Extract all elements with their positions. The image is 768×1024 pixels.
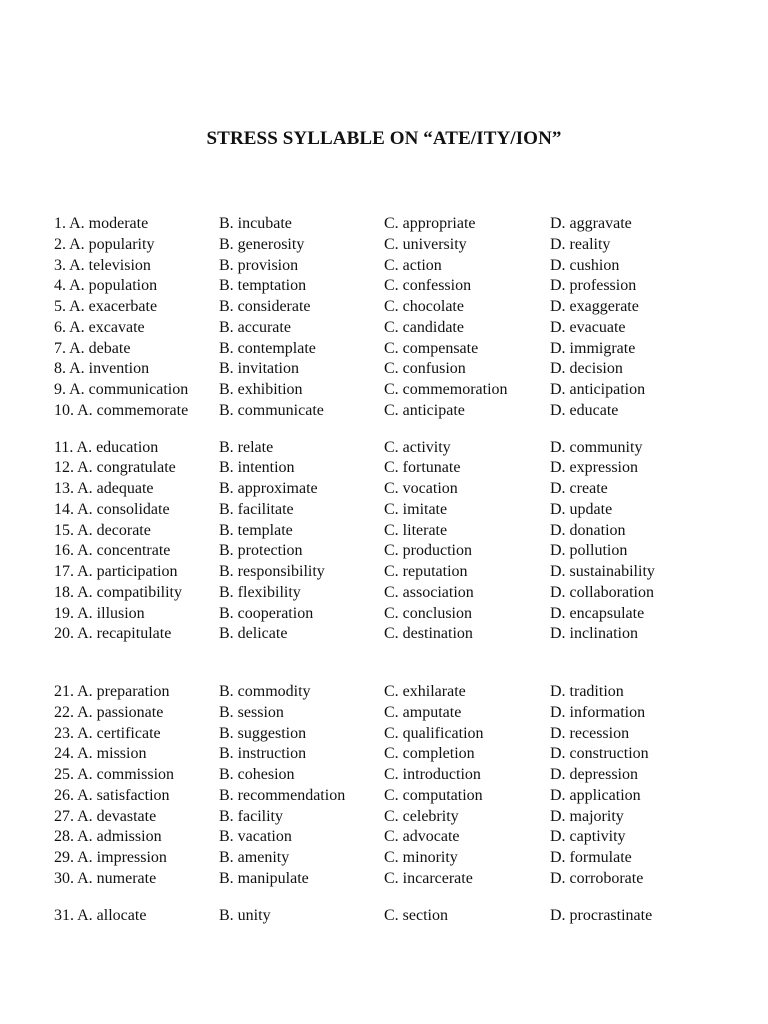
- option-c: C. conclusion: [384, 604, 472, 622]
- question-row: [54, 479, 754, 500]
- option-b: B. flexibility: [219, 583, 301, 601]
- option-c: C. vocation: [384, 480, 458, 497]
- option-d: D. exaggerate: [550, 298, 639, 315]
- option-a: 15. A. decorate: [54, 521, 151, 539]
- question-row: [54, 521, 754, 542]
- option-b: B. invitation: [219, 360, 299, 378]
- question-row: [54, 438, 754, 459]
- page-title: STRESS SYLLABLE ON “ATE/ITY/ION”: [206, 128, 562, 149]
- option-d: D. pollution: [550, 542, 628, 560]
- option-b: B. vacation: [219, 828, 292, 846]
- option-a: 23. A. certificate: [54, 724, 161, 742]
- option-b: B. cohesion: [219, 766, 295, 783]
- option-b: B. generosity: [219, 235, 305, 253]
- option-b: B. session: [219, 703, 284, 721]
- option-c: C. association: [384, 583, 474, 601]
- option-d: D. procrastinate: [550, 906, 653, 924]
- option-b: B. accurate: [219, 318, 291, 336]
- option-d: D. anticipation: [550, 381, 646, 398]
- question-row: [54, 906, 754, 927]
- option-a: 13. A. adequate: [54, 480, 154, 497]
- option-c: C. candidate: [384, 318, 464, 336]
- option-a: 11. A. education: [54, 438, 159, 456]
- option-c: C. celebrity: [384, 807, 459, 825]
- question-row: [54, 359, 754, 380]
- question-row: [54, 724, 754, 745]
- option-a: 7. A. debate: [54, 339, 131, 357]
- option-d: D. collaboration: [550, 583, 654, 601]
- option-c: C. reputation: [384, 563, 468, 580]
- option-c: C. compensate: [384, 339, 479, 357]
- option-d: D. inclination: [550, 625, 638, 643]
- option-b: B. instruction: [219, 745, 307, 763]
- question-row: [54, 744, 754, 765]
- option-d: D. reality: [550, 235, 611, 253]
- option-c: C. confession: [384, 277, 472, 295]
- option-a: 25. A. commission: [54, 766, 175, 783]
- option-a: 6. A. excavate: [54, 318, 145, 336]
- option-b: B. temptation: [219, 277, 307, 295]
- option-d: D. majority: [550, 807, 624, 825]
- group-spacer: [54, 422, 754, 438]
- option-d: D. profession: [550, 277, 637, 295]
- option-c: C. appropriate: [384, 215, 476, 232]
- option-d: D. captivity: [550, 828, 626, 846]
- option-a: 17. A. participation: [54, 563, 178, 580]
- option-b: B. intention: [219, 459, 295, 477]
- option-c: C. activity: [384, 438, 451, 456]
- option-d: D. information: [550, 703, 646, 721]
- option-d: D. aggravate: [550, 215, 632, 232]
- question-row: [54, 276, 754, 297]
- option-b: B. template: [219, 521, 293, 539]
- question-row: [54, 765, 754, 786]
- option-b: B. contemplate: [219, 339, 316, 357]
- option-c: C. amputate: [384, 703, 462, 721]
- question-row: [54, 500, 754, 521]
- option-c: C. anticipate: [384, 401, 465, 419]
- option-b: B. facility: [219, 807, 283, 825]
- option-d: D. recession: [550, 724, 630, 742]
- option-c: C. fortunate: [384, 459, 461, 477]
- option-d: D. decision: [550, 360, 623, 378]
- question-row: [54, 604, 754, 625]
- option-c: C. qualification: [384, 724, 484, 742]
- group-spacer: [54, 645, 754, 682]
- question-row: [54, 562, 754, 583]
- option-b: B. commodity: [219, 683, 311, 700]
- option-b: B. exhibition: [219, 381, 303, 398]
- option-d: D. donation: [550, 521, 626, 539]
- option-c: C. advocate: [384, 828, 460, 846]
- option-b: B. cooperation: [219, 604, 314, 622]
- option-c: C. chocolate: [384, 298, 464, 315]
- option-c: C. incarcerate: [384, 869, 473, 887]
- option-c: C. production: [384, 542, 472, 560]
- option-c: C. imitate: [384, 500, 448, 518]
- question-row: [54, 786, 754, 807]
- option-d: D. cushion: [550, 256, 620, 274]
- option-a: 16. A. concentrate: [54, 542, 171, 560]
- option-d: D. evacuate: [550, 318, 626, 336]
- option-b: B. recommendation: [219, 786, 346, 804]
- option-d: D. sustainability: [550, 563, 655, 580]
- option-c: C. computation: [384, 786, 483, 804]
- question-row: [54, 339, 754, 360]
- question-row: [54, 703, 754, 724]
- group-spacer: [54, 890, 754, 906]
- option-c: C. completion: [384, 745, 475, 763]
- option-c: C. exhilarate: [384, 683, 466, 700]
- option-b: B. provision: [219, 256, 299, 274]
- question-row: [54, 401, 754, 422]
- option-a: 24. A. mission: [54, 745, 147, 763]
- option-a: 8. A. invention: [54, 360, 150, 378]
- option-b: B. manipulate: [219, 869, 309, 887]
- option-d: D. construction: [550, 745, 649, 763]
- question-row: [54, 624, 754, 645]
- option-d: D. application: [550, 786, 641, 804]
- question-row: [54, 297, 754, 318]
- option-c: C. introduction: [384, 766, 481, 783]
- option-c: C. university: [384, 235, 467, 253]
- option-b: B. delicate: [219, 625, 288, 643]
- option-d: D. educate: [550, 401, 619, 419]
- option-a: 10. A. commemorate: [54, 401, 189, 419]
- option-a: 20. A. recapitulate: [54, 625, 172, 643]
- option-d: D. community: [550, 438, 643, 456]
- question-row: [54, 256, 754, 277]
- question-row: [54, 214, 754, 235]
- option-d: D. tradition: [550, 683, 624, 700]
- option-b: B. incubate: [219, 215, 292, 232]
- option-a: 21. A. preparation: [54, 683, 170, 700]
- option-c: C. confusion: [384, 360, 466, 378]
- option-a: 5. A. exacerbate: [54, 298, 158, 315]
- option-c: C. literate: [384, 521, 448, 539]
- option-d: D. formulate: [550, 849, 632, 866]
- option-c: C. commemoration: [384, 381, 508, 398]
- option-b: B. approximate: [219, 480, 318, 497]
- option-a: 31. A. allocate: [54, 906, 147, 924]
- option-a: 28. A. admission: [54, 828, 162, 846]
- option-a: 12. A. congratulate: [54, 459, 176, 477]
- option-b: B. relate: [219, 438, 274, 456]
- option-b: B. unity: [219, 906, 271, 924]
- option-a: 2. A. popularity: [54, 235, 155, 253]
- option-a: 18. A. compatibility: [54, 583, 182, 601]
- question-list: [54, 214, 754, 926]
- question-row: [54, 827, 754, 848]
- option-c: C. destination: [384, 625, 473, 643]
- option-a: 4. A. population: [54, 277, 158, 295]
- question-row: [54, 848, 754, 869]
- question-row: [54, 458, 754, 479]
- option-a: 27. A. devastate: [54, 807, 157, 825]
- question-row: [54, 807, 754, 828]
- option-d: D. immigrate: [550, 339, 636, 357]
- option-b: B. responsibility: [219, 563, 325, 580]
- option-d: D. update: [550, 500, 613, 518]
- option-a: 19. A. illusion: [54, 604, 145, 622]
- option-b: B. suggestion: [219, 724, 307, 742]
- option-b: B. protection: [219, 542, 303, 560]
- option-d: D. create: [550, 480, 608, 497]
- option-a: 30. A. numerate: [54, 869, 157, 887]
- option-c: C. action: [384, 256, 442, 274]
- option-b: B. communicate: [219, 401, 324, 419]
- option-b: B. amenity: [219, 849, 290, 866]
- question-row: [54, 869, 754, 890]
- option-c: C. section: [384, 906, 448, 924]
- option-a: 1. A. moderate: [54, 215, 149, 232]
- option-a: 3. A. television: [54, 256, 151, 274]
- question-row: [54, 318, 754, 339]
- option-a: 26. A. satisfaction: [54, 786, 170, 804]
- option-d: D. corroborate: [550, 869, 644, 887]
- option-b: B. facilitate: [219, 500, 294, 518]
- option-a: 29. A. impression: [54, 849, 167, 866]
- question-row: [54, 235, 754, 256]
- question-row: [54, 583, 754, 604]
- option-b: B. considerate: [219, 298, 311, 315]
- option-d: D. depression: [550, 766, 638, 783]
- question-row: [54, 541, 754, 562]
- option-d: D. encapsulate: [550, 604, 645, 622]
- option-a: 14. A. consolidate: [54, 500, 170, 518]
- question-row: [54, 380, 754, 401]
- option-d: D. expression: [550, 459, 638, 477]
- option-a: 9. A. communication: [54, 381, 189, 398]
- option-a: 22. A. passionate: [54, 703, 164, 721]
- option-c: C. minority: [384, 849, 458, 866]
- question-row: [54, 682, 754, 703]
